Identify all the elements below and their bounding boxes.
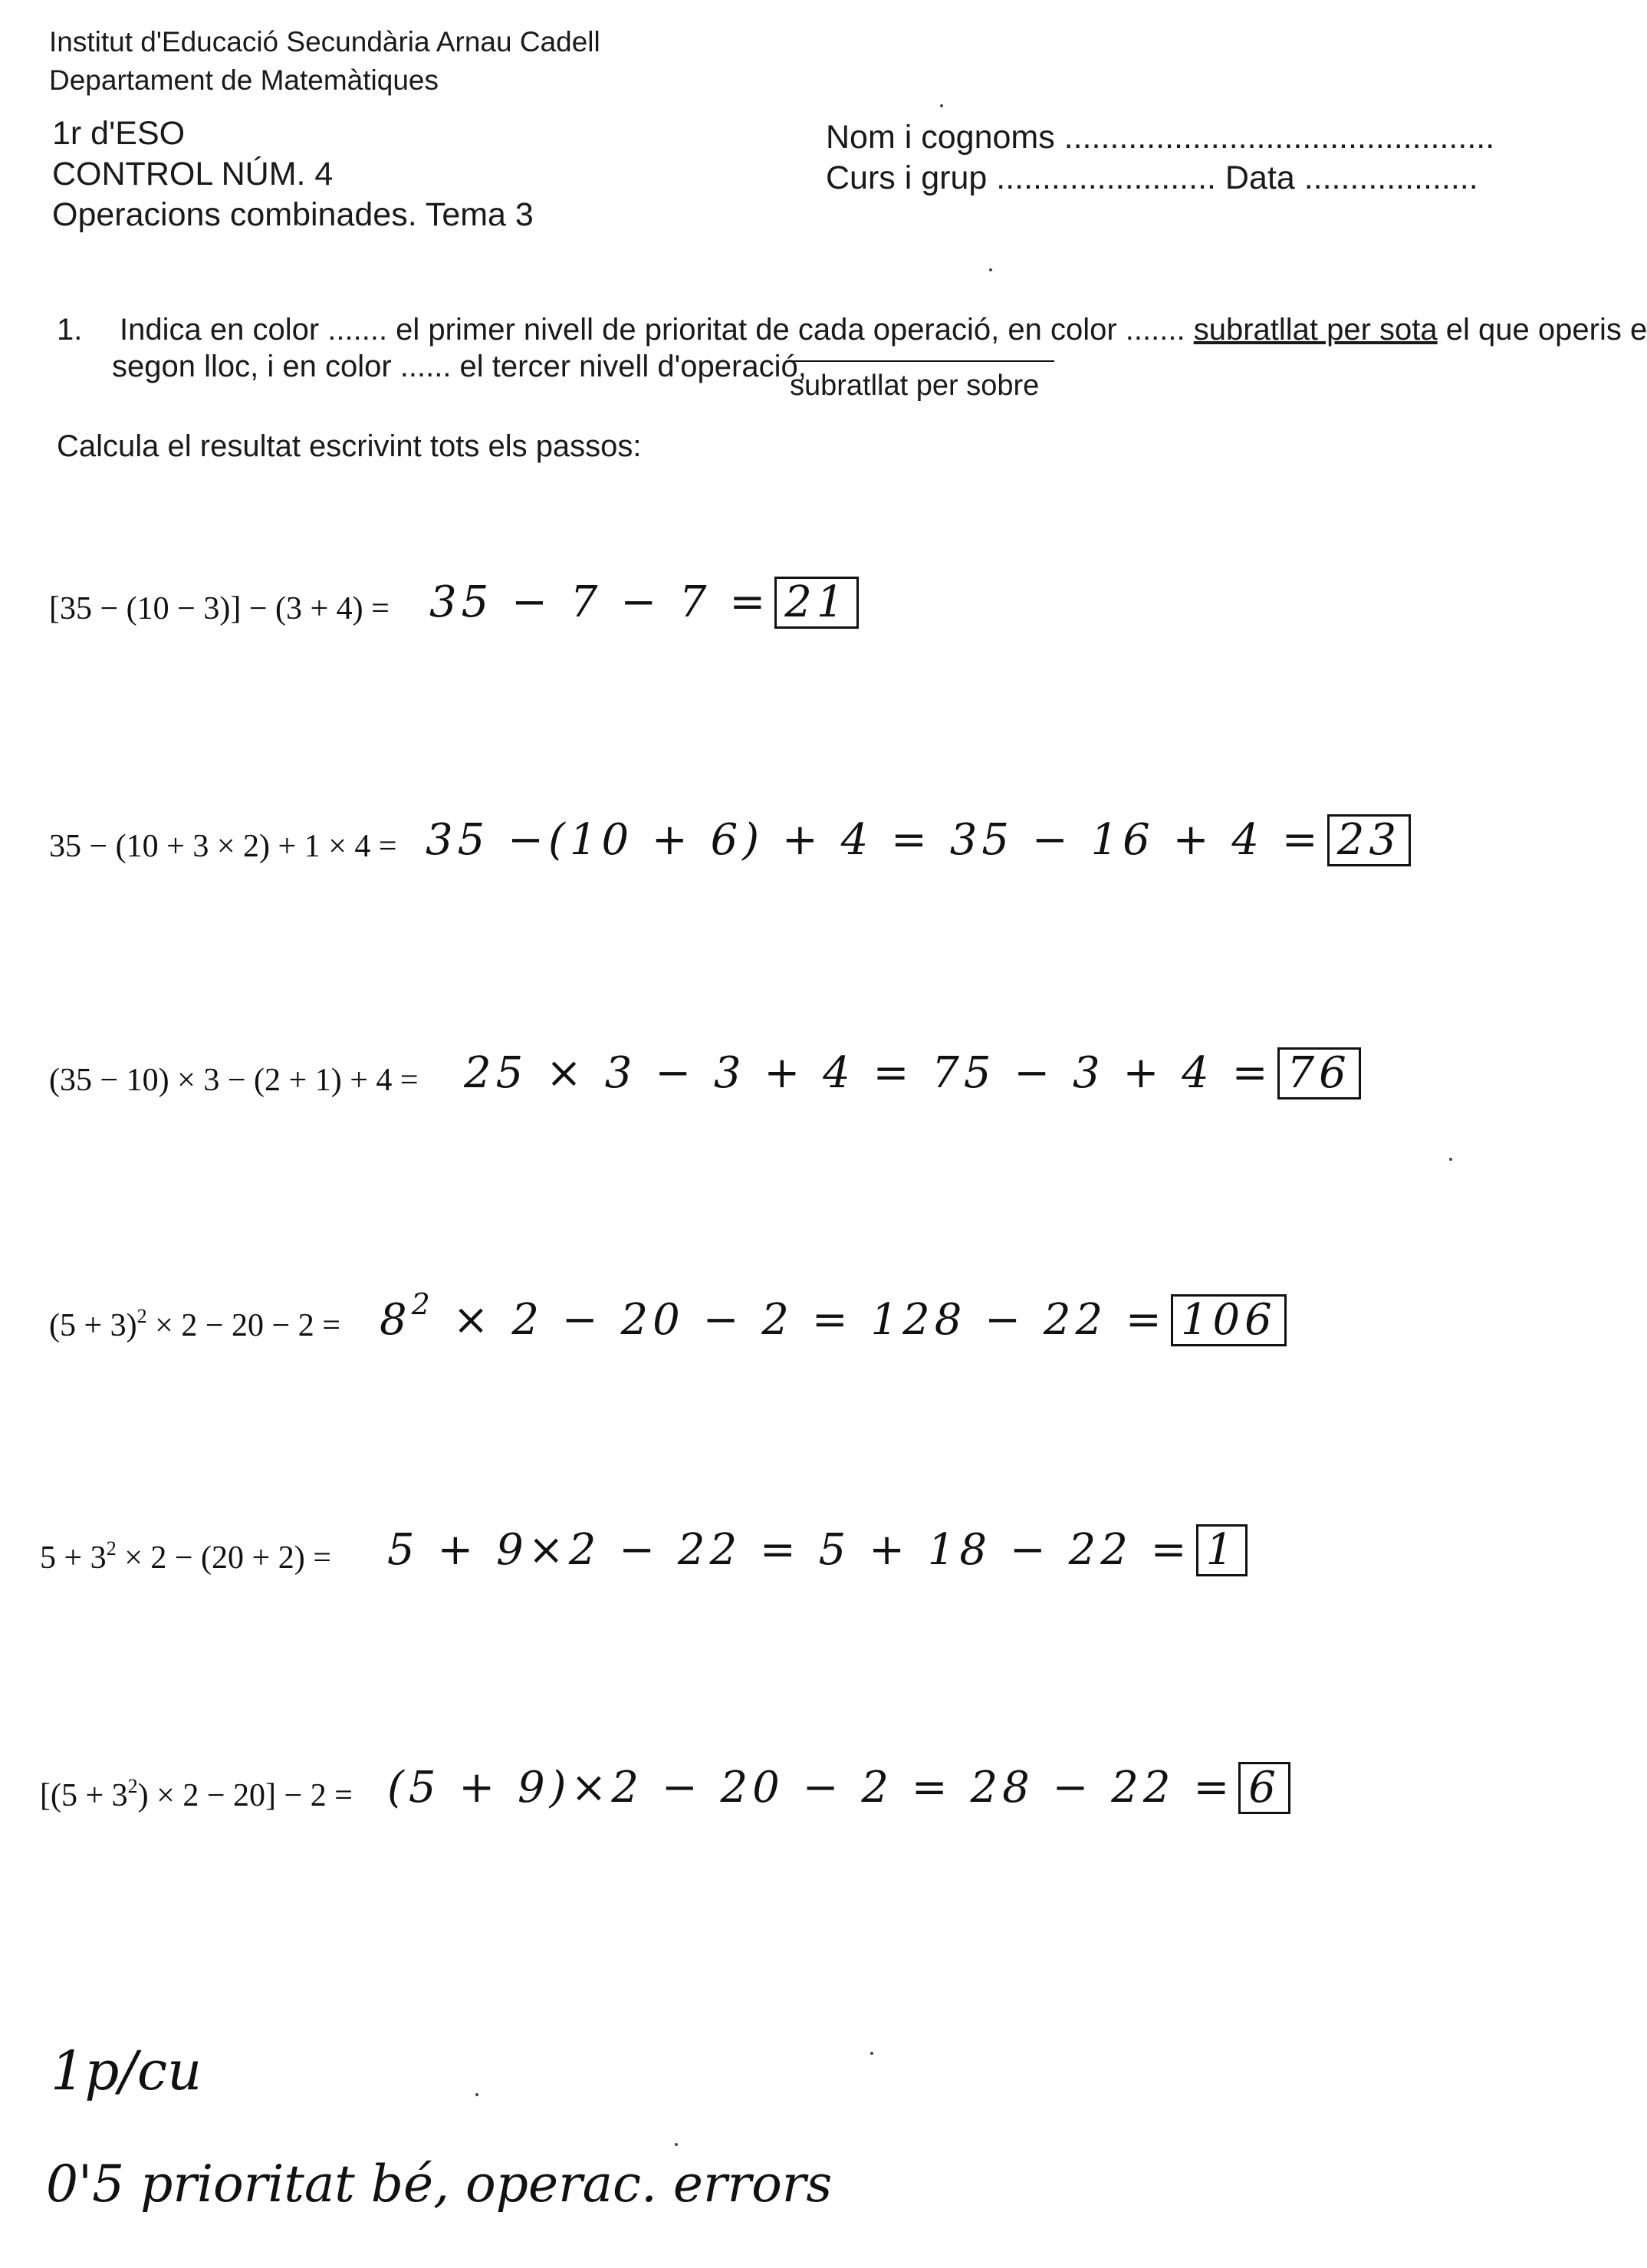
grading-score: 1p/cu (51, 2040, 202, 2102)
exercise-1-answer: 21 (774, 577, 858, 629)
exercise-3-answer: 76 (1277, 1047, 1361, 1099)
instruction-line-1 (120, 313, 1647, 347)
scan-speck (870, 2052, 873, 2055)
exercise-4-answer: 106 (1171, 1294, 1287, 1346)
exercise-5-answer: 1 (1196, 1524, 1248, 1576)
calc-prompt: Calcula el resultat escrivint tots els passos: (57, 429, 642, 463)
scan-speck (475, 2093, 478, 2096)
exercise-2-answer: 23 (1327, 814, 1411, 866)
exercise-2-expression: 35 − (10 + 3 × 2) + 1 × 4 = (49, 829, 397, 864)
class-field-label[interactable]: Curs i grup ........................ (826, 159, 1216, 196)
overline-mark (786, 360, 1054, 362)
instruction-line-1-end: el que operis e (1445, 313, 1647, 347)
instruction-line-2: segon lloc, i en color ...... el tercer nivell d'operació, (112, 350, 807, 383)
exercise-1-expression: [35 − (10 − 3)] − (3 + 4) = (49, 591, 390, 626)
name-field[interactable]: Nom i cognoms ............................................... (826, 119, 1495, 156)
scan-speck (1449, 1158, 1452, 1161)
overlined-above-term: subratllat per sobre (790, 370, 1040, 402)
exercise-4-expression: $(5 + 3)^2 \times 2 - 20 - 2$ = (49, 1305, 340, 1343)
department-name: Departament de Matemàtiques (49, 64, 439, 96)
date-field[interactable]: Data ................... (1225, 159, 1478, 196)
exercise-6-expression: $[(5 + 3^2) \times 2 - 20] - 2$ = (40, 1775, 353, 1813)
underlined-below-term: subratllat per sota (1193, 313, 1438, 347)
exercise-5-work (387, 1524, 1248, 1576)
instruction-number: 1. (57, 313, 83, 347)
exercise-3-steps: 25 × 3 − 3 + 4 = 75 − 3 + 4 = (464, 1048, 1273, 1098)
exercise-6-work (387, 1762, 1290, 1814)
exercise-3-work (464, 1047, 1361, 1099)
grading-comment: 0'5 prioritat bé, operac. errors (46, 2155, 833, 2214)
exercise-4-exponent: 2 (411, 1287, 435, 1321)
exam-title: CONTROL NÚM. 4 (52, 156, 334, 192)
course-label: 1r d'ESO (52, 115, 186, 152)
exercise-4-base: 8 (380, 1295, 412, 1345)
exercise-4-work (380, 1287, 1287, 1346)
exercise-6-answer: 6 (1238, 1762, 1290, 1814)
scan-speck (675, 2143, 678, 2146)
scan-speck (989, 268, 992, 271)
exercise-1-steps: 35 − 7 − 7 = (429, 577, 771, 627)
exercise-4-steps: × 2 − 20 − 2 = 128 − 22 = (452, 1295, 1166, 1345)
exercise-2-work (426, 814, 1411, 866)
exercise-2-steps: 35 −(10 + 6) + 4 = 35 − 16 + 4 = (426, 815, 1323, 865)
exercise-5-steps: 5 + 9×2 − 22 = 5 + 18 − 22 = (387, 1525, 1192, 1575)
exercise-1-work (429, 577, 859, 629)
scan-speck (940, 104, 943, 107)
exercise-5-expression: $5 + 3^2 \times 2 - (20 + 2)$ = (40, 1537, 331, 1576)
class-field (826, 159, 1478, 197)
school-name: Institut d'Educació Secundària Arnau Cadell (49, 26, 600, 58)
exercise-3-expression: (35 − 10) × 3 − (2 + 1) + 4 = (49, 1063, 419, 1098)
instruction-line-1-text: Indica en color ....... el primer nivell de prioritat de cada operació, en color ....... (120, 313, 1185, 347)
exam-topic: Operacions combinades. Tema 3 (52, 196, 534, 233)
exercise-6-steps: (5 + 9)×2 − 20 − 2 = 28 − 22 = (387, 1763, 1234, 1813)
